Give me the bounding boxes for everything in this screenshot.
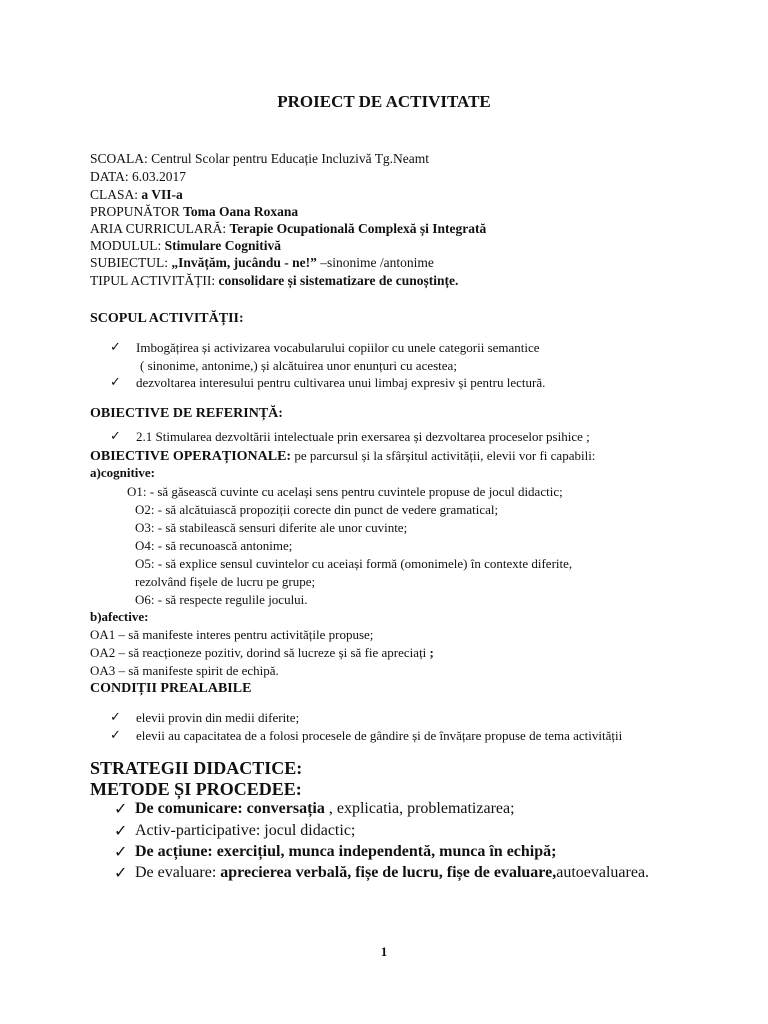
field-label: SCOALA: (90, 151, 152, 166)
field-label: CLASA: (90, 187, 142, 202)
field-label: ARIA CURRICULARĂ: (90, 221, 230, 236)
list-item: 2.1 Stimularea dezvoltării intelectuale prin exersarea și dezvoltarea proceselor psihice ; (136, 429, 590, 444)
list-item-rest: , explicatia, problematizarea; (324, 800, 515, 817)
objective-oa3: OA3 – să manifeste spirit de echipă. (90, 663, 279, 678)
list-item: elevii provin din medii diferite; (136, 710, 300, 725)
list-item: elevii au capacitatea de a folosi procesele de gândire și de învățare propuse de tema activității (136, 728, 623, 743)
list-item: dezvoltarea interesului pentru cultivarea unui limbaj expresiv și pentru lectură. (136, 375, 546, 390)
field-value: Terapie Ocupatională Complexă și Integrată (229, 221, 487, 236)
field-label: PROPUNĂTOR (90, 204, 184, 219)
list-item: Imbogățirea și activizarea vocabularului copiilor cu unele categorii semantice (136, 340, 540, 355)
objective-oa2-tail: ; (426, 645, 434, 660)
field-label: DATA: (90, 169, 133, 184)
section-heading-conditii: CONDIȚII PREALABILE (90, 681, 252, 696)
field-value: „Invățăm, jucându - ne!” (171, 255, 317, 270)
field-value: 6.03.2017 (132, 169, 187, 184)
field-scoala (90, 150, 429, 167)
list-item: De acțiune: exercițiul, munca independentă, munca în echipă; (135, 843, 557, 860)
section-heading-obiective-operationale (90, 447, 595, 465)
objective-o3: O3: - să stabilească sensuri diferite ale unor cuvinte; (135, 520, 408, 535)
list-item (135, 799, 515, 819)
list-item-bold: aprecierea verbală, fișe de lucru, fișe de evaluare, (220, 864, 557, 881)
field-value: Stimulare Cognitivă (164, 238, 282, 253)
checkmark-icon: ✓ (114, 865, 128, 882)
field-modul (90, 237, 281, 254)
checkmark-icon: ✓ (114, 844, 128, 861)
checkmark-icon: ✓ (114, 823, 128, 840)
objective-o6: O6: - să respecte regulile jocului. (135, 592, 308, 607)
field-value: Centrul Scolar pentru Educație Incluzivă Tg.Neamt (151, 151, 430, 166)
checkmark-icon: ✓ (110, 709, 121, 724)
subsection-label-afective: b)afective: (90, 609, 149, 624)
subsection-label-cognitive: a)cognitive: (90, 465, 155, 480)
list-item-plain: De evaluare: (135, 864, 221, 881)
field-label: TIPUL ACTIVITĂȚII: (90, 273, 219, 288)
field-tip (90, 272, 458, 289)
list-item (135, 863, 649, 883)
objective-o5-continuation: rezolvând fișele de lucru pe grupe; (135, 574, 316, 589)
checkmark-icon: ✓ (110, 339, 121, 354)
field-subiect (90, 254, 434, 271)
objective-oa1: OA1 – să manifeste interes pentru activitățile propuse; (90, 627, 374, 642)
section-subheading-metode: METODE ȘI PROCEDEE: (90, 779, 302, 799)
field-clasa (90, 186, 183, 203)
field-value: a VII-a (141, 187, 183, 202)
section-heading-strategii: STRATEGII DIDACTICE: (90, 758, 303, 778)
objective-oa2-text: OA2 – să reacționeze pozitiv, dorind să lucreze și să fie apreciați (90, 645, 427, 660)
list-item-tail: autoevaluarea. (556, 864, 650, 881)
section-heading-scop: SCOPUL ACTIVITĂȚII: (90, 311, 244, 326)
page-number: 1 (380, 944, 388, 959)
objective-o5: O5: - să explice sensul cuvintelor cu aceiași formă (omonimele) în contexte diferite, (135, 556, 573, 571)
list-item-bold: De comunicare: conversația (135, 800, 325, 817)
objective-o1: O1: - să găsească cuvinte cu același sens pentru cuvintele propuse de jocul didactic; (127, 484, 563, 499)
page-title: PROIECT DE ACTIVITATE (277, 92, 491, 111)
field-propunator (90, 203, 298, 220)
field-value: consolidare și sistematizare de cunoștințe. (218, 273, 459, 288)
list-item-continuation: ( sinonime, antonime,) și alcătuirea unor enunțuri cu acestea; (140, 358, 457, 373)
checkmark-icon: ✓ (110, 428, 121, 443)
checkmark-icon: ✓ (114, 801, 128, 818)
field-data (90, 168, 186, 185)
field-value-tail: –sinonime /antonime (316, 255, 434, 270)
section-heading-obiective-referinta: OBIECTIVE DE REFERINȚĂ: (90, 406, 283, 421)
checkmark-icon: ✓ (110, 374, 121, 389)
objective-o4: O4: - să recunoască antonime; (135, 538, 293, 553)
field-value: Toma Oana Roxana (183, 204, 299, 219)
objective-o2: O2: - să alcătuiască propoziții corecte din punct de vedere gramatical; (135, 502, 499, 517)
objective-oa2 (90, 644, 434, 661)
section-heading-text: OBIECTIVE OPERAȚIONALE: (90, 449, 292, 464)
list-item: Activ-participative: jocul didactic; (135, 822, 356, 839)
field-label: MODULUL: (90, 238, 165, 253)
field-aria (90, 220, 486, 237)
section-heading-tail: pe parcursul și la sfârșitul activității, elevii vor fi capabili: (291, 448, 596, 463)
field-label: SUBIECTUL: (90, 255, 172, 270)
checkmark-icon: ✓ (110, 727, 121, 742)
